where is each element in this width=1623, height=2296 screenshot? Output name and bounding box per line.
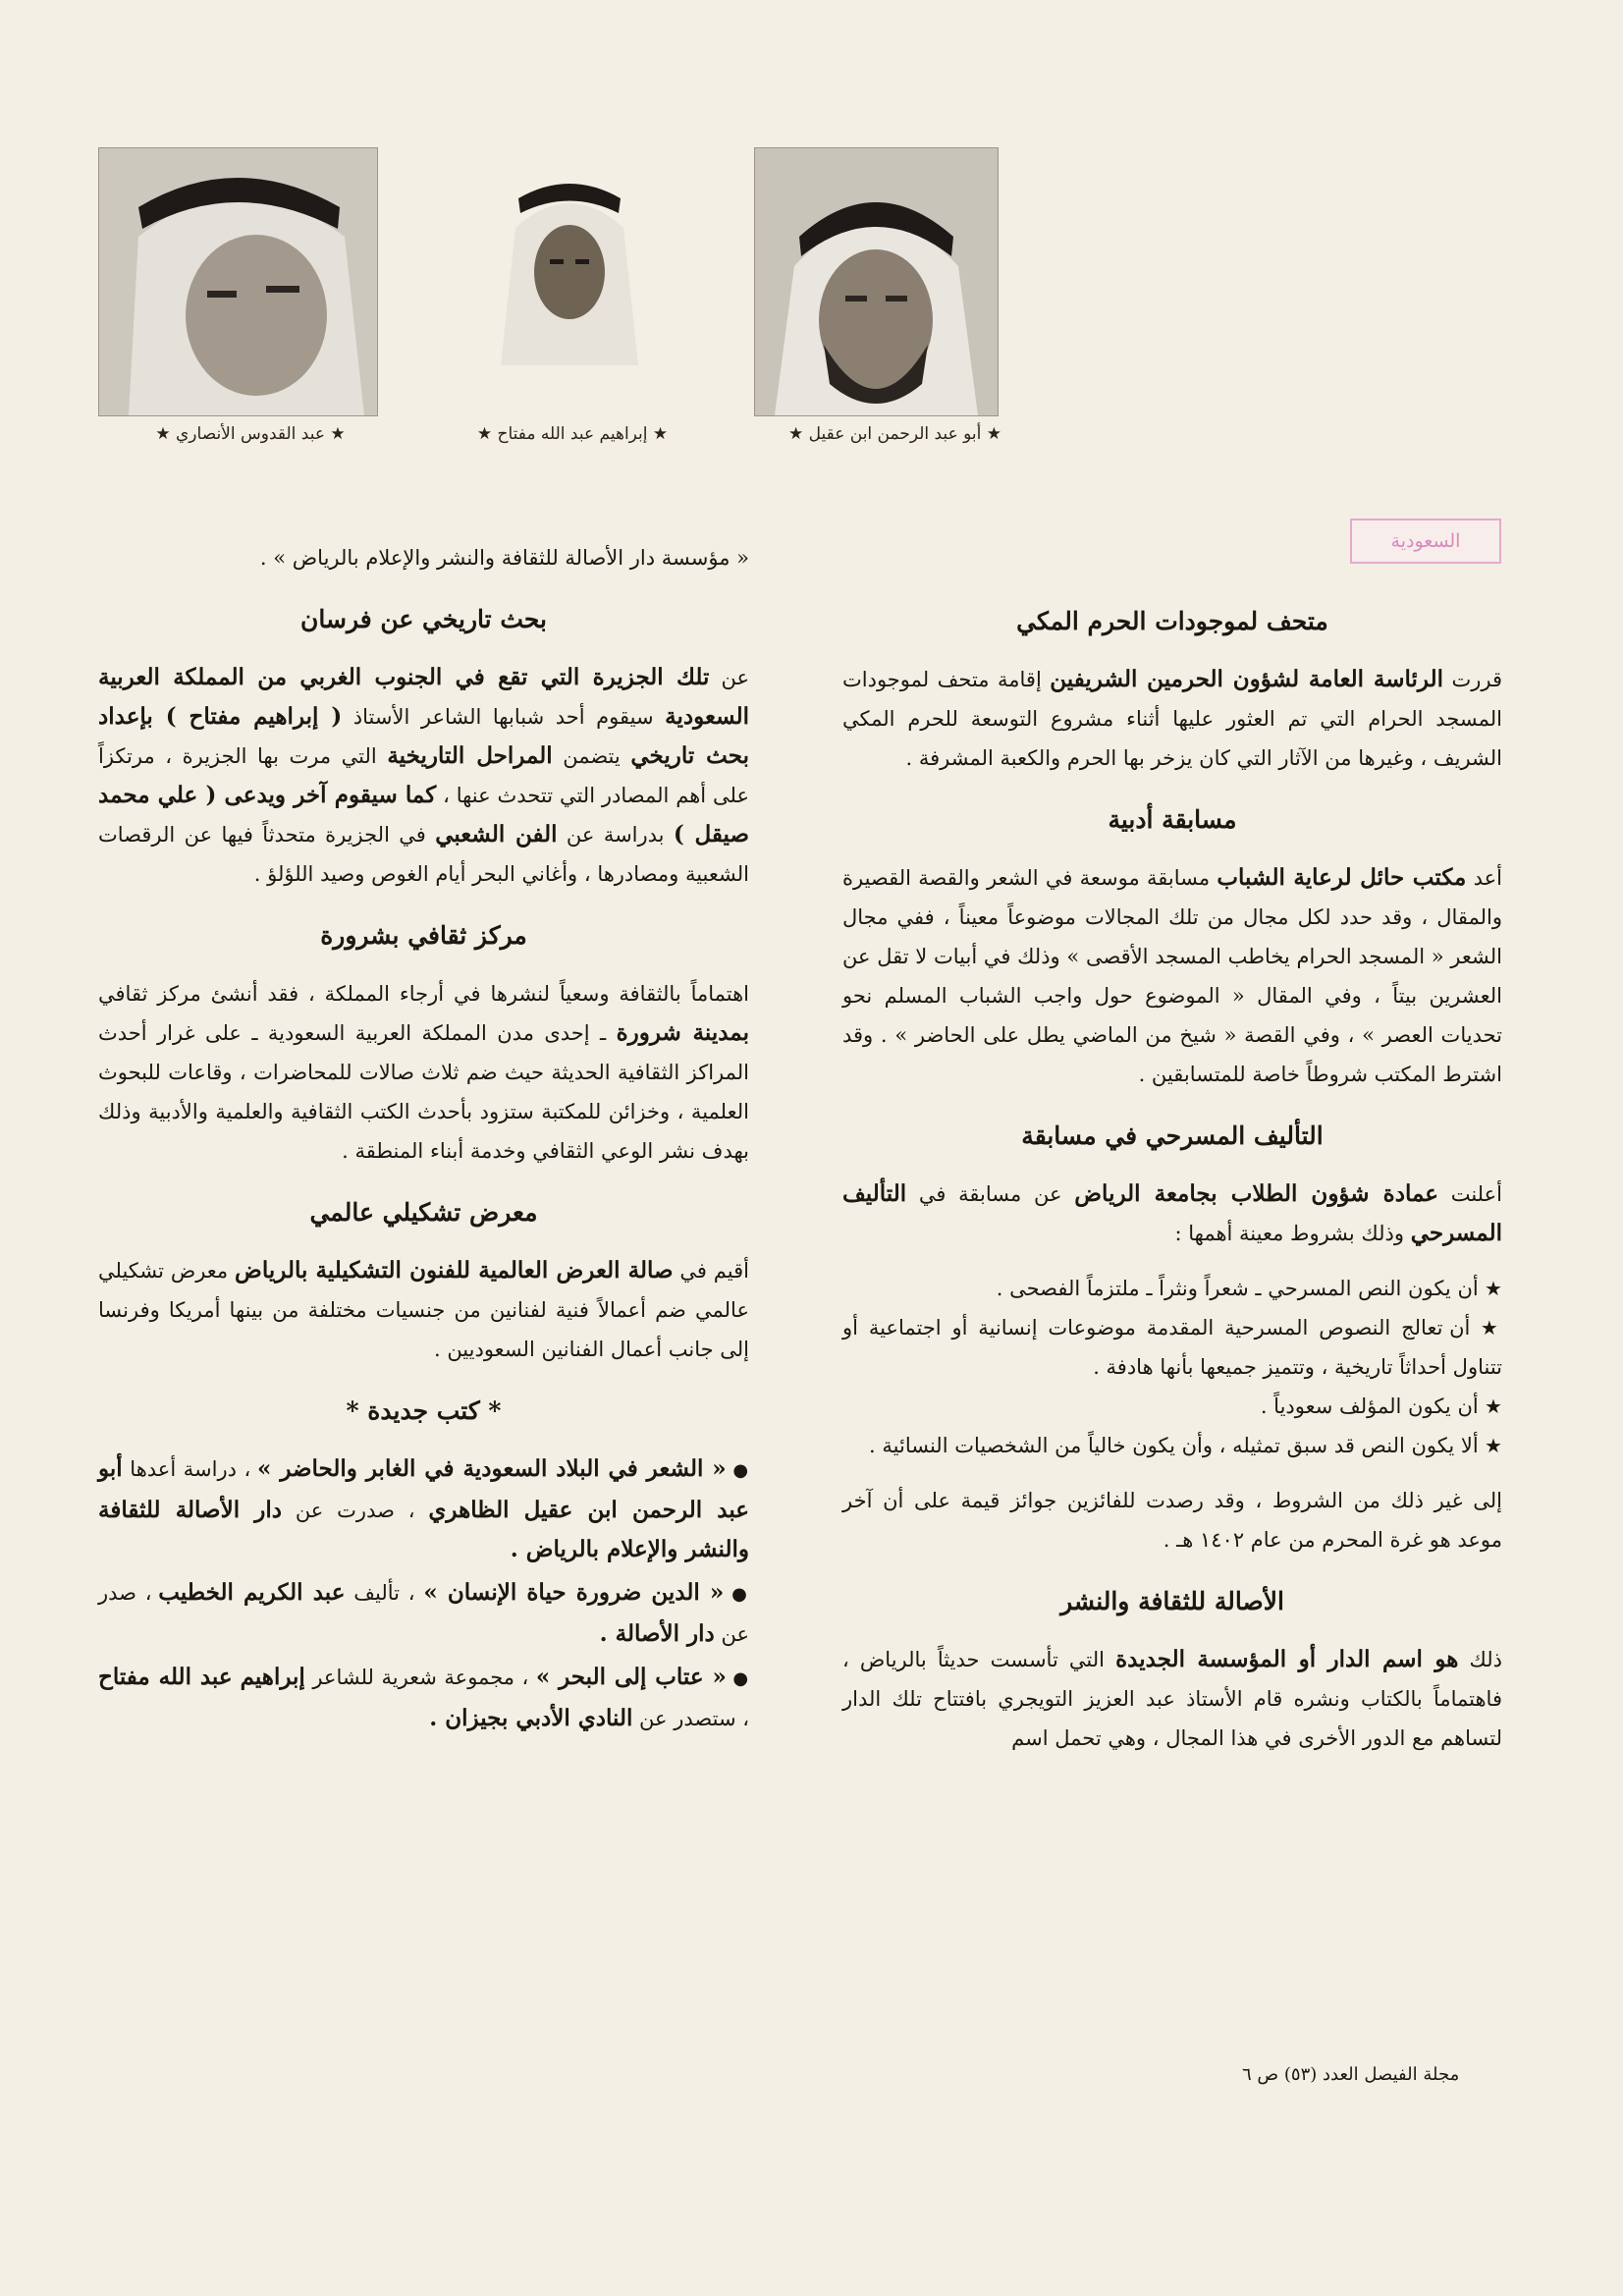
list-item: ★ أن يكون النص المسرحي ـ شعراً ونثراً ـ ملتزماً الفصحى . [842,1269,1502,1308]
stamp: السعودية [1350,519,1501,564]
paragraph: « مؤسسة دار الأصالة للثقافة والنشر والإعلام بالرياض » . [259,546,749,570]
list-item: ● « الدين ضرورة حياة الإنسان » ، تأليف عبد الكريم الخطيب ، صدر عن دار الأصالة . [98,1573,749,1654]
paragraph: اهتماماً بالثقافة وسعياً لنشرها في أرجاء المملكة ، فقد أنشئ مركز ثقافي بمدينة شرورة ـ إحدى مدن المملكة العربية السعودية ـ على غرار أحدث المراكز الثقافية الحديثة حيث ضم ثلاث صالات للمحاضرات ، وقاعات للبحوث العلمية ، وخزائن للمكتبة ستزود بأحدث الكتب الثقافية والعلمية والأدبية وذلك بهدف نشر الوعي الثقافي وخدمة أبناء المنطقة . [98,982,750,1163]
paragraph: أعد مكتب حائل لرعاية الشباب مسابقة موسعة في الشعر والقصة القصيرة والمقال ، وقد حدد لكل مجال من تلك المجالات موضوعاً معيناً ، ففي مجال الشعر « المسجد الحرام يخاطب المسجد الأقصى » وذلك في أبيات لا تقل عن العشرين بيتاً ، وفي المقال « الموضوع حول واجب الشباب المسلم نحو تحديات العصر » ، وفي القصة « شيخ من الماضي يطل على الحاضر » . وقد اشترط المكتب شروطاً خاصة للمتسابقين . [842,864,1502,1086]
photo-ansari [98,147,378,416]
photo-miftah [491,169,648,365]
section-title: * كتب جديدة * [346,1396,502,1425]
section-title: متحف لموجودات الحرم المكي [1016,607,1328,635]
paragraph: عن تلك الجزيرة التي تقع في الجنوب الغربي من المملكة العربية السعودية سيقوم أحد شبابها الشاعر الأستاذ ( إبراهيم مفتاح ) بإعداد بحث تاريخي يتضمن المراحل التاريخية التي مرت بها الجزيرة ، مرتكزاً على أهم المصادر التي تتحدث عنها ، كما سيقوم آخر ويدعى ( علي محمد صيقل ) بدراسة عن الفن الشعبي في الجزيرة متحدثاً فيها عن الرقصات الشعبية ومصادرها ، وأغاني البحر أيام الغوص وصيد اللؤلؤ . [98,664,750,886]
paragraph: أعلنت عمادة شؤون الطلاب بجامعة الرياض عن مسابقة في التأليف المسرحي وذلك بشروط معينة أهمها : [842,1180,1503,1246]
section-title: التأليف المسرحي في مسابقة [1021,1121,1324,1150]
list-item: ● « عتاب إلى البحر » ، مجموعة شعرية للشاعر إبراهيم عبد الله مفتاح ، ستصدر عن النادي الأدبي بجيزان . [98,1658,749,1738]
list-item: ● « الشعر في البلاد السعودية في الغابر والحاضر » ، دراسة أعدها أبو عبد الرحمن ابن عقيل الظاهري ، صدرت عن دار الأصالة للثقافة والنشر والإعلام بالرياض . [98,1449,749,1569]
photo-ibn-aqil [754,147,999,416]
section-title: الأصالة للثقافة والنشر [1060,1587,1284,1615]
right-column [842,579,1502,1774]
list-item: ★ أن يكون المؤلف سعودياً . [842,1387,1502,1426]
page-footer: مجلة الفيصل العدد (٥٣) ص ٦ [1242,2064,1460,2085]
conditions-list [842,1269,1502,1465]
paragraph: أقيم في صالة العرض العالمية للفنون التشكيلية بالرياض معرض تشكيلي عالمي ضم أعمالاً فنية لفنانين من جنسيات مختلفة من بينها أمريكا وفرنسا إلى جانب أعمال الفنانين السعوديين . [98,1257,749,1361]
caption-ansari: ★ عبد القدوس الأنصاري ★ [155,424,346,444]
books-list [98,1449,749,1738]
caption-ibn-aqil: ★ أبو عبد الرحمن ابن عقيل ★ [787,424,1001,444]
section-title: معرض تشكيلي عالمي [309,1198,538,1227]
paragraph: إلى غير ذلك من الشروط ، وقد رصدت للفائزين جوائز قيمة على أن آخر موعد هو غرة المحرم من عام ١٤٠٢ هـ . [842,1489,1502,1552]
paragraph: قررت الرئاسة العامة لشؤون الحرمين الشريفين إقامة متحف لموجودات المسجد الحرام التي تم العثور عليها أثناء مشروع التوسعة للحرم المكي الشريف ، وغيرها من الآثار التي كان يزخر بها الحرم والكعبة المشرفة . [842,666,1503,770]
section-title: مركز ثقافي بشرورة [320,921,527,950]
left-column [98,538,749,1742]
list-item: ★ ألا يكون النص قد سبق تمثيله ، وأن يكون خالياً من الشخصيات النسائية . [842,1426,1502,1465]
caption-miftah: ★ إبراهيم عبد الله مفتاح ★ [476,424,669,444]
section-title: مسابقة أدبية [1108,805,1237,834]
section-title: بحث تاريخي عن فرسان [300,605,547,633]
list-item: ★ أن تعالج النصوص المسرحية المقدمة موضوعات إنسانية أو اجتماعية أو تتناول أحداثاً تاريخية ، وتتميز جميعها بأنها هادفة . [842,1308,1502,1387]
paragraph: ذلك هو اسم الدار أو المؤسسة الجديدة التي تأسست حديثاً بالرياض ، فاهتماماً بالكتاب ونشره قام الأستاذ عبد العزيز التويجري بافتتاح تلك الدار لتساهم مع الدور الأخرى في هذا المجال ، وهي تحمل اسم [842,1646,1502,1750]
